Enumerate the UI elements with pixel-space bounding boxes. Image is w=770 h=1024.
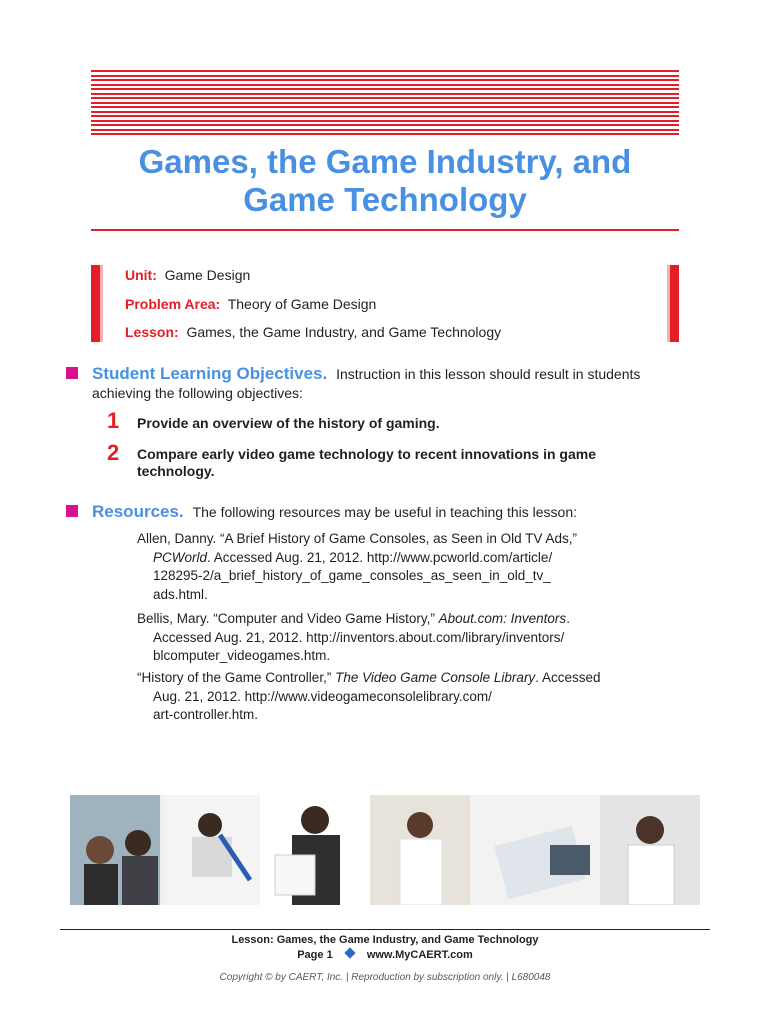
resources-heading: Resources. xyxy=(92,502,184,521)
objectives-heading: Student Learning Objectives. xyxy=(92,364,328,383)
photo-collage-illustration xyxy=(70,795,700,905)
footer-website[interactable]: www.MyCAERT.com xyxy=(366,949,473,961)
title-line-2: Game Technology xyxy=(243,181,527,218)
footer-lesson-title: Lesson: Games, the Game Industry, and Game Technology xyxy=(231,934,539,946)
copyright-notice: Copyright © by CAERT, Inc. | Reproduction by subscription only. | L680048 xyxy=(219,972,551,983)
problem-area-label: Problem Area: xyxy=(125,296,221,312)
reference-1-line-2 xyxy=(137,549,637,568)
objective-1: Provide an overview of the history of gaming. xyxy=(137,415,440,431)
footer-page-number: Page 1 xyxy=(297,949,333,961)
reference-2-line-2: Accessed Aug. 21, 2012. http://inventors.about.com/library/inventors/ xyxy=(153,629,565,645)
reference-3-line-1 xyxy=(137,669,637,688)
lesson-label: Lesson: xyxy=(125,324,179,340)
header-stripes xyxy=(91,70,679,122)
objectives-intro-cont: achieving the following objectives: xyxy=(92,385,303,401)
photo-collage xyxy=(70,795,700,905)
reference-3-title: “History of the Game Controller,” xyxy=(137,670,336,685)
objective-2 xyxy=(137,446,637,480)
problem-area-line xyxy=(125,296,376,312)
resources-intro: The following resources may be useful in teaching this lesson: xyxy=(192,504,577,520)
reference-1-source: PCWorld xyxy=(153,549,208,565)
left-accent-bar xyxy=(91,265,103,342)
problem-area-value: Theory of Game Design xyxy=(227,296,377,312)
lesson-value: Games, the Game Industry, and Game Technology xyxy=(186,324,502,340)
reference-2-line-3: blcomputer_videogames.htm. xyxy=(153,648,331,663)
objective-number-1: 1 xyxy=(107,408,120,433)
resources-bullet-icon xyxy=(66,505,78,517)
lesson-line xyxy=(125,324,501,340)
reference-2-source: About.com: Inventors xyxy=(438,611,567,626)
reference-1-line-3: 128295-2/a_brief_history_of_game_consoles_as_seen_in_old_tv_ xyxy=(153,568,551,583)
resources-heading-line xyxy=(92,502,577,522)
reference-1-access: . Accessed Aug. 21, 2012. http://www.pcworld.com/article/ xyxy=(207,549,553,565)
reference-3-source: The Video Game Console Library xyxy=(335,670,536,685)
title-line-1: Games, the Game Industry, and xyxy=(138,143,632,180)
objective-number-2: 2 xyxy=(107,440,120,465)
page-title xyxy=(60,143,710,219)
title-rule xyxy=(91,229,679,231)
reference-1-line-4: ads.html. xyxy=(153,586,208,602)
reference-2-line-1 xyxy=(137,610,637,629)
unit-line xyxy=(125,267,250,283)
right-accent-bar xyxy=(667,265,679,342)
objective-2-line-2: technology. xyxy=(137,463,215,479)
reference-3-accessed: . Accessed xyxy=(535,670,601,685)
unit-label: Unit: xyxy=(125,267,157,283)
reference-3-line-3: art-controller.htm. xyxy=(153,707,259,722)
reference-2 xyxy=(137,610,637,666)
reference-2-period: . xyxy=(566,611,570,626)
footer-page-line xyxy=(60,949,710,961)
diamond-icon xyxy=(344,947,355,958)
reference-1-line-1: Allen, Danny. “A Brief History of Game Consoles, as Seen in Old TV Ads,” xyxy=(137,531,577,546)
reference-2-author: Bellis, Mary. “Computer and Video Game History,” xyxy=(137,611,439,626)
footer-rule xyxy=(60,929,710,930)
unit-value: Game Design xyxy=(164,267,251,283)
objectives-bullet-icon xyxy=(66,367,78,379)
objectives-intro: Instruction in this lesson should result in students xyxy=(336,366,641,382)
objective-2-line-1: Compare early video game technology to recent innovations in game xyxy=(137,446,596,462)
objectives-heading-line xyxy=(92,364,640,384)
reference-3-line-2: Aug. 21, 2012. http://www.videogameconsolelibrary.com/ xyxy=(153,688,492,704)
reference-1 xyxy=(137,530,637,604)
reference-3 xyxy=(137,669,637,725)
